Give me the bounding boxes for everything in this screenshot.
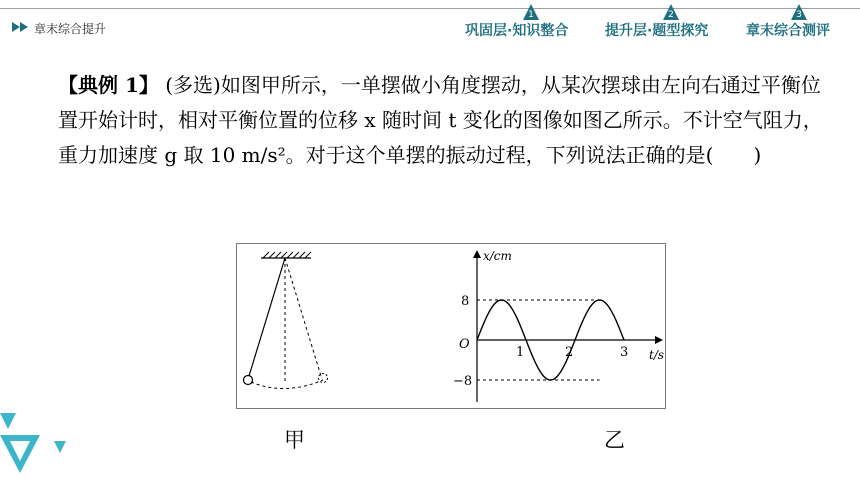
svg-text:2: 2 <box>668 10 674 20</box>
y-tick-neg8: −8 <box>453 374 473 389</box>
corner-triangle-icon <box>0 405 80 484</box>
nav-number-1-icon <box>522 3 540 21</box>
x-axis-arrow <box>655 336 663 344</box>
problem-tag: 【典例 1】 <box>58 73 159 97</box>
x-tick-1: 1 <box>516 345 525 360</box>
origin-label: O <box>459 337 470 352</box>
top-bar <box>0 0 860 40</box>
x-tick-2: 2 <box>565 345 574 360</box>
section-arrow-icon <box>12 22 30 32</box>
pendulum-diagram <box>244 252 328 389</box>
ceiling-hatch <box>263 252 311 258</box>
swing-arc <box>251 380 323 389</box>
caption-yi: 乙 <box>604 428 625 452</box>
x-tick-3: 3 <box>620 345 629 360</box>
nav-number-3-icon <box>790 3 808 21</box>
nav-number-2-icon <box>662 3 680 21</box>
figure-panel <box>236 243 666 409</box>
svg-text:1: 1 <box>528 10 534 20</box>
nav-label-3[interactable]: 章末综合测评 <box>746 23 830 39</box>
problem-body: (多选)如图甲所示，一单摆做小角度摆动，从某次摆球由左向右通过平衡位置开始计时，相对平衡位置的位移 x 随时间 t 变化的图像如图乙所示。不计空气阻力，重力加速度 g 取 10 m/s²。对于这个单摆的振动过程，下列说法正确的是( ) <box>58 73 823 167</box>
caption-jia: 甲 <box>284 428 305 452</box>
section-title: 章末综合提升 <box>34 22 107 36</box>
right-extreme-line <box>285 258 321 376</box>
y-axis-arrow <box>473 250 481 258</box>
y-axis-label: x/cm <box>483 249 512 263</box>
bob-ghost <box>319 374 328 383</box>
nav-label-2[interactable]: 提升层·题型探究 <box>605 23 709 39</box>
top-divider <box>0 8 860 9</box>
pendulum-bob <box>244 376 253 385</box>
y-tick-8: 8 <box>461 294 470 309</box>
svg-text:3: 3 <box>796 10 802 20</box>
figure-svg <box>237 244 665 408</box>
pendulum-string <box>249 258 285 376</box>
xt-graph <box>453 249 664 402</box>
x-axis-label: t/s <box>649 348 665 362</box>
problem-text <box>58 68 838 173</box>
nav-label-1[interactable]: 巩固层·知识整合 <box>465 23 569 39</box>
